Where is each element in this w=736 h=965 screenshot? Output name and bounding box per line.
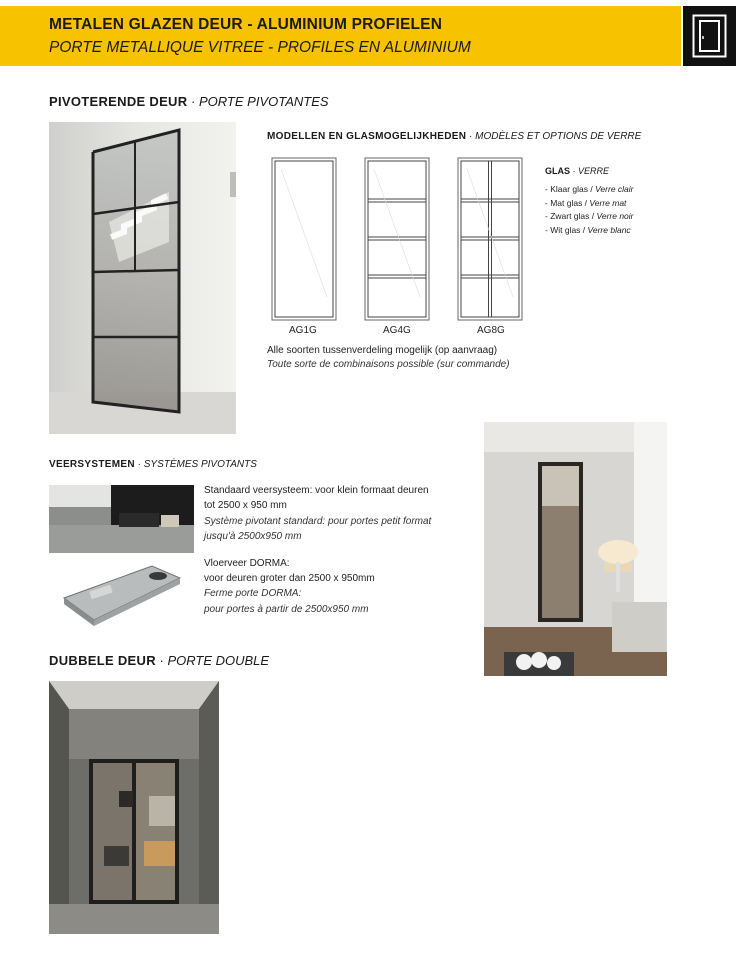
dorma-line3: Ferme porte DORMA: [204,588,302,599]
dorma-line2: voor deuren groter dan 2500 x 950mm [204,573,375,584]
section-pivot-heading [49,94,329,109]
models-note-nl: Alle soorten tussenverdeling mogelijk (op aanvraag) [267,345,498,356]
list-item: - Mat glas / Verre mat [545,197,627,208]
section-veer-title-fr: SYSTÈMES PIVOTANTS [143,459,257,470]
pivot-door-photo [49,122,236,434]
model-ag1g-drawing [271,157,337,321]
glass-list [545,183,634,237]
list-item: - Zwart glas / Verre noir [545,211,634,221]
dorma-line4: pour portes à partir de 2500x950 mm [204,604,369,615]
separator: · [466,131,476,142]
section-pivot-title-fr: PORTE PIVOTANTES [199,94,329,109]
standard-pivot-line4: jusqu'à 2500x950 mm [204,531,302,542]
dorma-closer-photo [60,560,184,630]
section-models-title-nl: MODELLEN EN GLASMOGELIJKHEDEN [267,131,467,142]
model-ag4g-label: AG4G [383,325,411,336]
section-pivot-title-nl: PIVOTERENDE DEUR [49,94,188,109]
glass-title-fr: VERRE [578,166,610,176]
section-double-heading [49,653,269,668]
models-note-fr: Toute sorte de combinaisons possible (sur commande) [267,359,510,370]
glass-title-nl: GLAS [545,166,571,176]
page-title: METALEN GLAZEN DEUR - ALUMINIUM PROFIELEN [49,16,443,33]
page-subtitle: PORTE METALLIQUE VITREE - PROFILES EN ALUMINIUM [49,39,471,56]
standard-pivot-line3: Système pivotant standard: pour portes petit format [204,516,432,527]
section-veer-heading [49,459,257,470]
separator: · [570,166,579,176]
standard-pivot-line1: Standaard veersysteem: voor klein formaat deuren [204,485,429,496]
section-models-title-fr: MODÈLES ET OPTIONS DE VERRE [475,131,642,142]
living-room-door-photo [484,422,667,676]
header-icon-box [683,6,736,66]
section-double-title-nl: DUBBELE DEUR [49,653,156,668]
double-door-photo [49,681,219,934]
section-double-title-fr: PORTE DOUBLE [167,653,270,668]
model-ag4g-drawing [364,157,430,321]
list-item: - Wit glas / Verre blanc [545,224,631,235]
section-veer-title-nl: VEERSYSTEMEN [49,459,135,470]
section-models-heading [267,131,641,142]
glass-heading [545,166,609,176]
separator: · [134,459,144,470]
door-icon [692,14,727,58]
model-ag8g-label: AG8G [477,325,505,336]
separator: · [155,653,168,668]
list-item: - Klaar glas / Verre clair [545,184,634,194]
model-ag8g-drawing [457,157,523,321]
standard-pivot-photo [49,485,194,553]
header-band [0,6,681,66]
separator: · [187,94,199,109]
dorma-line1: Vloerveer DORMA: [204,558,290,569]
standard-pivot-line2: tot 2500 x 950 mm [204,500,287,511]
model-ag1g-label: AG1G [289,325,317,336]
